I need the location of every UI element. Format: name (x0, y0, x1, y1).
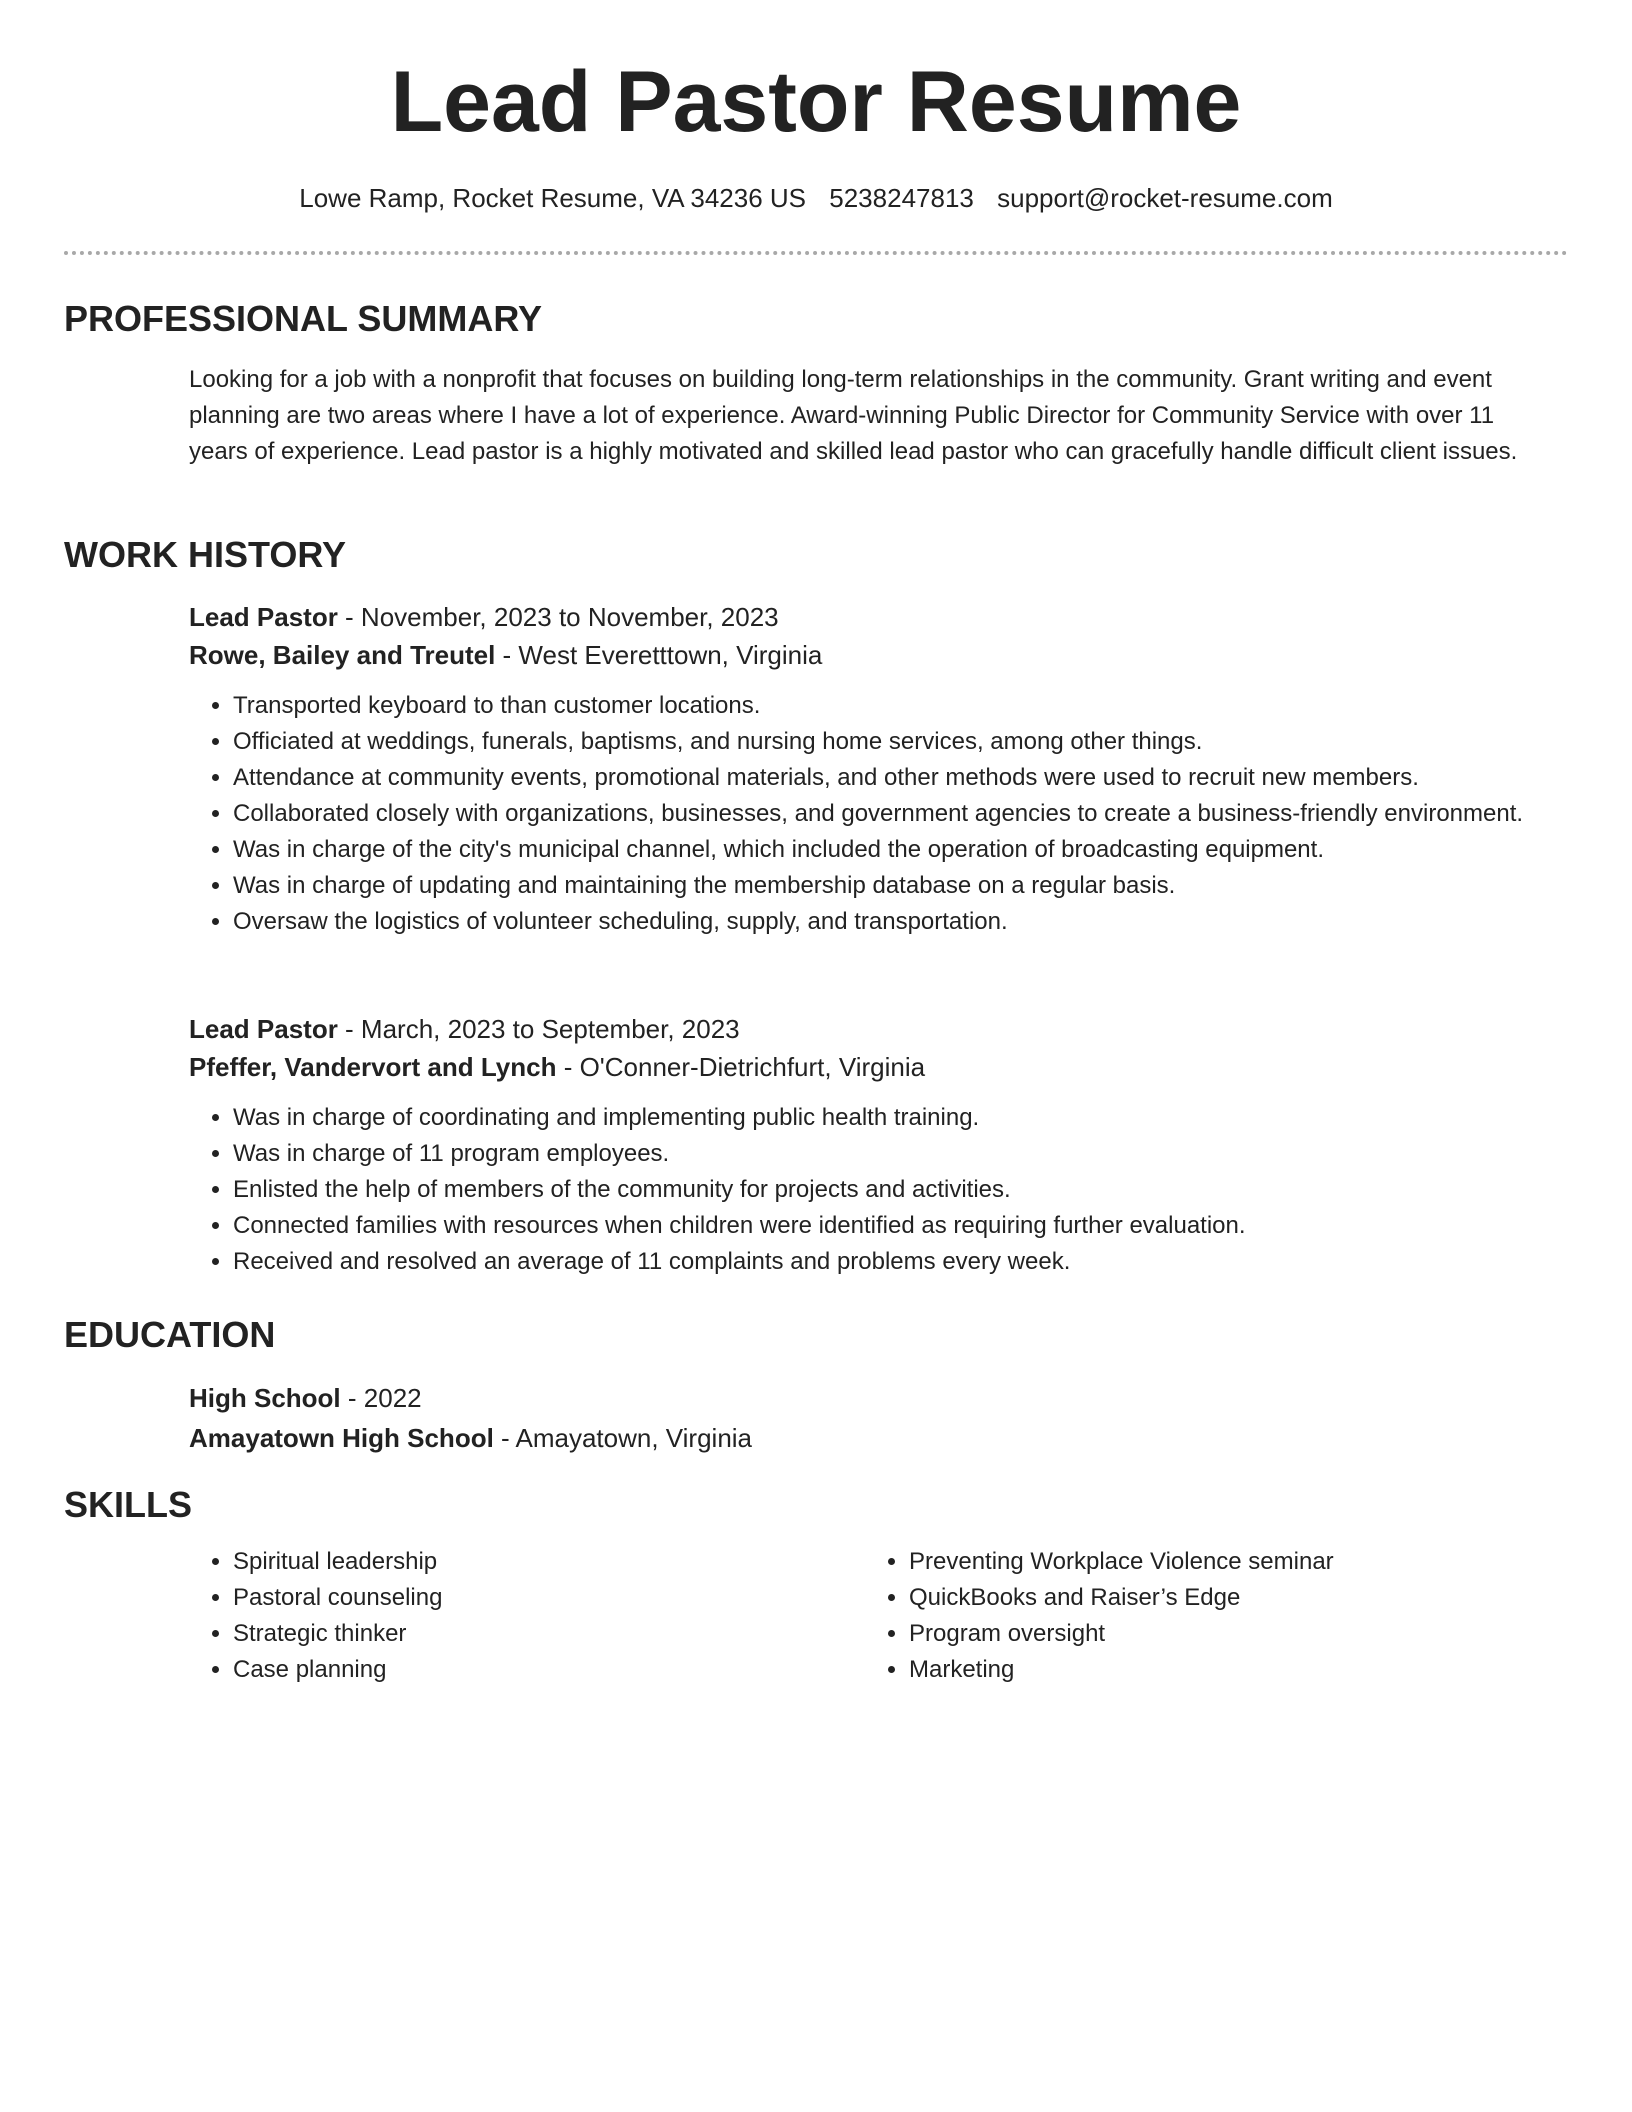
job-bullets (189, 688, 1559, 940)
education-entry (189, 1378, 1559, 1458)
list-item: • Was in charge of coordinating and implementing public health training. (233, 1100, 1559, 1136)
skills-right-column (865, 1544, 1565, 1688)
skill-item: • QuickBooks and Raiser’s Edge (909, 1580, 1565, 1616)
contact-line (0, 180, 1632, 216)
contact-phone: 5238247813 (829, 183, 974, 213)
skill-item: • Marketing (909, 1652, 1565, 1688)
list-item: • Was in charge of 11 program employees. (233, 1136, 1559, 1172)
list-item: • Connected families with resources when children were identified as requiring further evaluation. (233, 1208, 1559, 1244)
job-role: Lead Pastor (189, 602, 338, 632)
list-item: • Collaborated closely with organizations, businesses, and government agencies to create a business-friendly environment. (233, 796, 1559, 832)
job-dates: - March, 2023 to September, 2023 (337, 1014, 740, 1044)
job-dates: - November, 2023 to November, 2023 (337, 602, 779, 632)
list-item: • Received and resolved an average of 11 complaints and problems every week. (233, 1244, 1559, 1280)
job-title-line (189, 1010, 1559, 1048)
summary-text: Looking for a job with a nonprofit that focuses on building long-term relationships in the community. Grant writing and event planning are two areas where I have a lot of experience. Award-winning Public Director for Community Service with over 11 years of experience. Lead pastor is a highly motivated and skilled lead pastor who can gracefully handle difficult client issues. (189, 366, 1518, 465)
job-company: Rowe, Bailey and Treutel (189, 640, 496, 670)
education-degree-line (189, 1378, 1559, 1418)
job-bullets (189, 1100, 1559, 1280)
skills-left-column (189, 1544, 829, 1688)
skills-list-left (189, 1544, 829, 1688)
job-location: - West Everetttown, Virginia (495, 640, 823, 670)
resume-title: Lead Pastor Resume (390, 54, 1242, 150)
list-item: • Oversaw the logistics of volunteer scheduling, supply, and transportation. (233, 904, 1559, 940)
job-title-line (189, 598, 1559, 636)
job-entry-1 (189, 598, 1559, 940)
job-company-line (189, 1048, 1559, 1086)
skill-item: • Preventing Workplace Violence seminar (909, 1544, 1565, 1580)
list-item: • Was in charge of the city's municipal channel, which included the operation of broadcasting equipment. (233, 832, 1559, 868)
list-item: • Was in charge of updating and maintaining the membership database on a regular basis. (233, 868, 1559, 904)
work-history-heading: WORK HISTORY (64, 534, 347, 575)
job-entry-2 (189, 1010, 1559, 1280)
job-location: - O'Conner-Dietrichfurt, Virginia (556, 1052, 926, 1082)
list-item: • Officiated at weddings, funerals, baptisms, and nursing home services, among other things. (233, 724, 1559, 760)
skills-list-right (865, 1544, 1565, 1688)
contact-address: Lowe Ramp, Rocket Resume, VA 34236 US (299, 183, 807, 213)
list-item: • Transported keyboard to than customer locations. (233, 688, 1559, 724)
summary-heading: PROFESSIONAL SUMMARY (64, 298, 543, 339)
education-location: - Amayatown, Virginia (493, 1423, 753, 1453)
summary-section (189, 362, 1559, 470)
job-role: Lead Pastor (189, 1014, 338, 1044)
education-heading: EDUCATION (64, 1314, 276, 1355)
list-item: • Enlisted the help of members of the community for projects and activities. (233, 1172, 1559, 1208)
skill-item: • Pastoral counseling (233, 1580, 829, 1616)
skill-item: • Program oversight (909, 1616, 1565, 1652)
list-item: • Attendance at community events, promotional materials, and other methods were used to recruit new members. (233, 760, 1559, 796)
education-degree: High School (189, 1383, 341, 1413)
job-company-line (189, 636, 1559, 674)
education-school-line (189, 1418, 1559, 1458)
job-company: Pfeffer, Vandervort and Lynch (189, 1052, 557, 1082)
education-year: - 2022 (340, 1383, 422, 1413)
education-school: Amayatown High School (189, 1423, 494, 1453)
skills-heading: SKILLS (64, 1484, 193, 1525)
skill-item: • Strategic thinker (233, 1616, 829, 1652)
header-divider (64, 251, 1568, 255)
skill-item: • Case planning (233, 1652, 829, 1688)
contact-email: support@rocket-resume.com (997, 183, 1333, 213)
skill-item: • Spiritual leadership (233, 1544, 829, 1580)
